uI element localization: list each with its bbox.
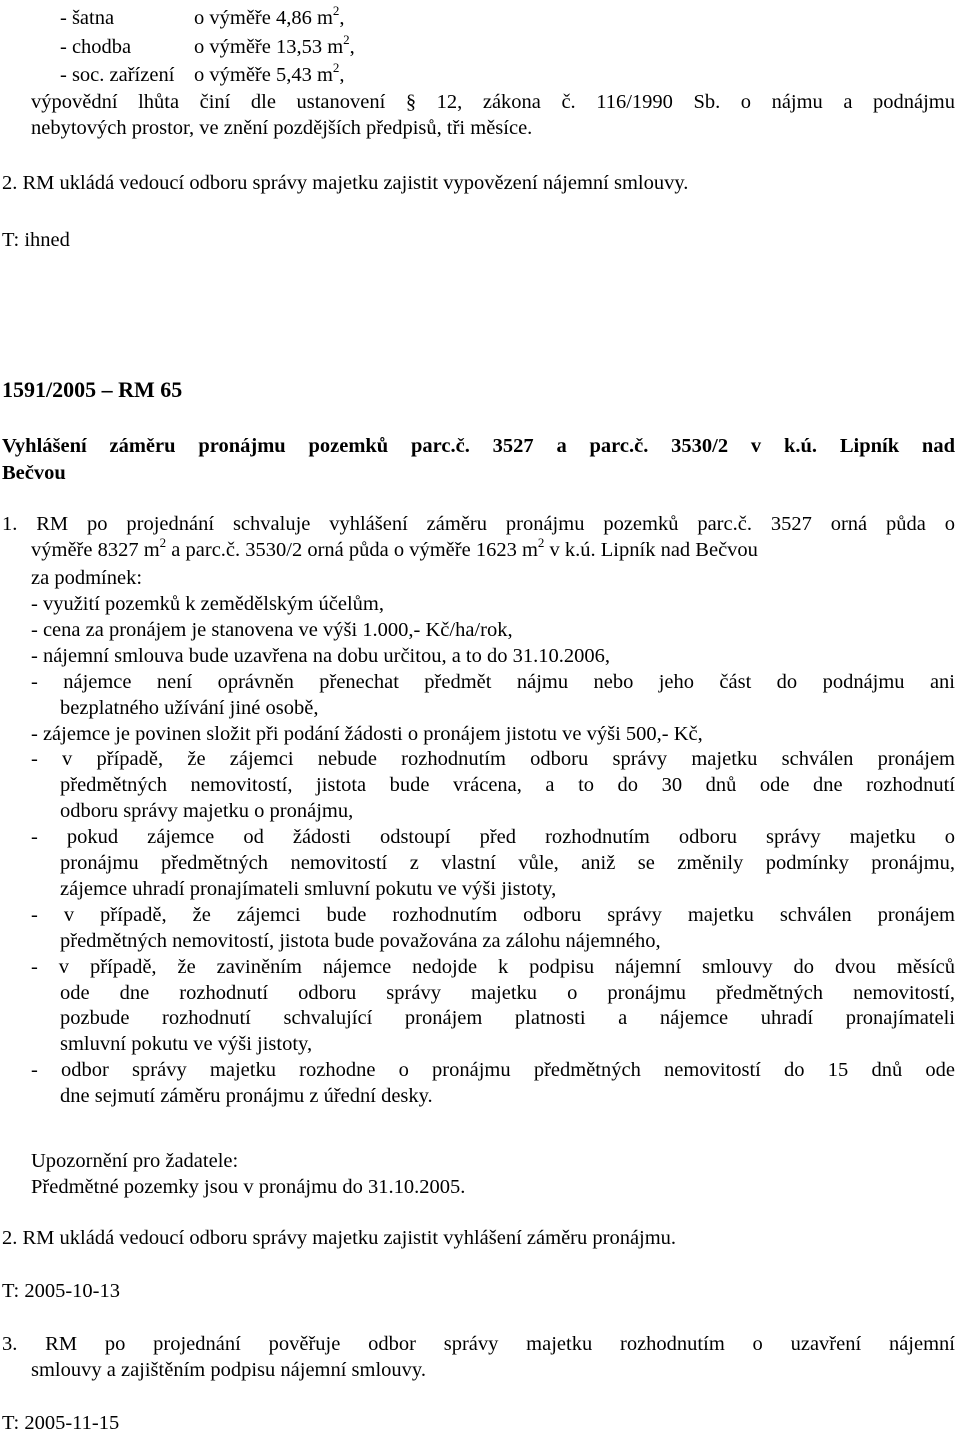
room-line-1: [60, 3, 460, 32]
room-value-wrap: [194, 32, 355, 61]
room-line-3: [60, 60, 460, 89]
item3-line-2: smlouvy a zajištěním podpisu nájemní smlouvy.: [31, 1359, 426, 1381]
condition-line: - v případě, že zájemci bude rozhodnutím odboru správy majetku schválen pronájem: [31, 903, 955, 926]
room-sup: 2: [343, 32, 350, 47]
condition-line: odboru správy majetku o pronájmu,: [60, 800, 354, 823]
condition-line: dne sejmutí záměru pronájmu z úřední desky.: [60, 1085, 433, 1108]
condition-line: - odbor správy majetku rozhodne o pronájmu předmětných nemovitostí do 15 dnů ode: [31, 1059, 955, 1082]
notice-line-2: nebytových prostor, ve znění pozdějších předpisů, tři měsíce.: [31, 117, 533, 139]
item2-top: 2. RM ukládá vedoucí odboru správy majetku zajistit vypovězení nájemní smlouvy.: [2, 172, 689, 194]
item2: 2. RM ukládá vedoucí odboru správy majetku zajistit vyhlášení záměru pronájmu.: [2, 1227, 677, 1249]
condition-line: pronájmu předmětných nemovitostí z vlastní vůle, aniž se změnily podmínky pronájmu,: [60, 852, 955, 874]
condition-line: bezplatného užívání jiné osobě,: [60, 696, 319, 719]
condition-line: - nájemní smlouva bude uzavřena na dobu určitou, a to do 31.10.2006,: [31, 644, 610, 667]
room-label: - chodba: [60, 36, 132, 58]
item3-line-1: 3. RM po projednání pověřuje odbor správy majetku rozhodnutím o uzavření nájemní: [2, 1333, 955, 1355]
room-value: o výměře 4,86 m: [194, 7, 333, 29]
resolution-number: 1591/2005 – RM 65: [2, 377, 183, 402]
room-label: - soc. zařízení: [60, 64, 175, 86]
resolution-title-line-2: Bečvou: [2, 462, 66, 484]
room-tail: ,: [339, 7, 345, 29]
condition-line: - nájemce není oprávněn přenechat předmět nájmu nebo jeho část do podnájmu ani: [31, 670, 955, 693]
item1-location: v k.ú. Lipník nad Bečvou: [544, 539, 758, 561]
condition-line: zájemce uhradí pronajímateli smluvní pokutu ve výši jistoty,: [60, 877, 557, 900]
resolution-title-line-1: Vyhlášení záměru pronájmu pozemků parc.č. 3527 a parc.č. 3530/2 v k.ú. Lipník nad: [2, 435, 955, 457]
item1-sup-2: 2: [537, 535, 545, 550]
item1-area-2: a parc.č. 3530/2 orná půda o výměře 1623 m: [166, 539, 538, 561]
item1-line-1: 1. RM po projednání schvaluje vyhlášení záměru pronájmu pozemků parc.č. 3527 orná půda o: [2, 513, 955, 535]
condition-line: - pokud zájemce od žádosti odstoupí před rozhodnutím odboru správy majetku o: [31, 826, 955, 849]
deadline-3: T: 2005-11-15: [2, 1412, 120, 1434]
room-tail: ,: [349, 36, 355, 58]
room-value-wrap: [194, 3, 345, 32]
condition-line: pozbude rozhodnutí schvalující pronájem platnosti a nájemce uhradí pronajímateli: [60, 1007, 955, 1030]
condition-line: předmětných nemovitostí, jistota bude vrácena, a to do 30 dnů ode dne rozhodnutí: [60, 774, 955, 797]
room-value-wrap: [194, 60, 345, 89]
condition-line: smluvní pokutu ve výši jistoty,: [60, 1033, 313, 1056]
deadline-2: T: 2005-10-13: [2, 1280, 120, 1302]
condition-line: - v případě, že zaviněním nájemce nedojde k podpisu nájemní smlouvy do dvou měsíců: [31, 955, 955, 978]
room-line-2: [60, 32, 460, 61]
condition-line: - využití pozemků k zemědělským účelům,: [31, 593, 384, 615]
item1-line-2: [31, 535, 758, 564]
warning-text: Předmětné pozemky jsou v pronájmu do 31.10.2005.: [31, 1176, 466, 1198]
room-tail: ,: [339, 64, 345, 86]
condition-line: předmětných nemovitostí, jistota bude považována za zálohu nájemného,: [60, 929, 661, 952]
condition-line: - cena za pronájem je stanovena ve výši 1.000,- Kč/ha/rok,: [31, 618, 513, 641]
item1-sup-1: 2: [159, 535, 167, 550]
notice-line-1: výpovědní lhůta činí dle ustanovení § 12, zákona č. 116/1990 Sb. o nájmu a podnájmu: [31, 91, 955, 113]
item1-line-3: za podmínek:: [31, 567, 143, 589]
condition-line: - zájemce je povinen složit při podání žádosti o pronájem jistotu ve výši 500,- Kč,: [31, 722, 703, 745]
condition-line: ode dne rozhodnutí odboru správy majetku o pronájmu předmětných nemovitostí,: [60, 981, 955, 1004]
room-label: - šatna: [60, 7, 115, 29]
item1-area-1: výměře 8327 m: [31, 539, 160, 561]
room-value: o výměře 13,53 m: [194, 36, 344, 58]
condition-line: - v případě, že zájemci nebude rozhodnutím odboru správy majetku schválen pronájem: [31, 748, 955, 771]
deadline-top: T: ihned: [2, 229, 70, 251]
room-value: o výměře 5,43 m: [194, 64, 333, 86]
room-sup: 2: [332, 60, 340, 75]
warning-label: Upozornění pro žadatele:: [31, 1150, 239, 1172]
room-sup: 2: [332, 3, 340, 18]
